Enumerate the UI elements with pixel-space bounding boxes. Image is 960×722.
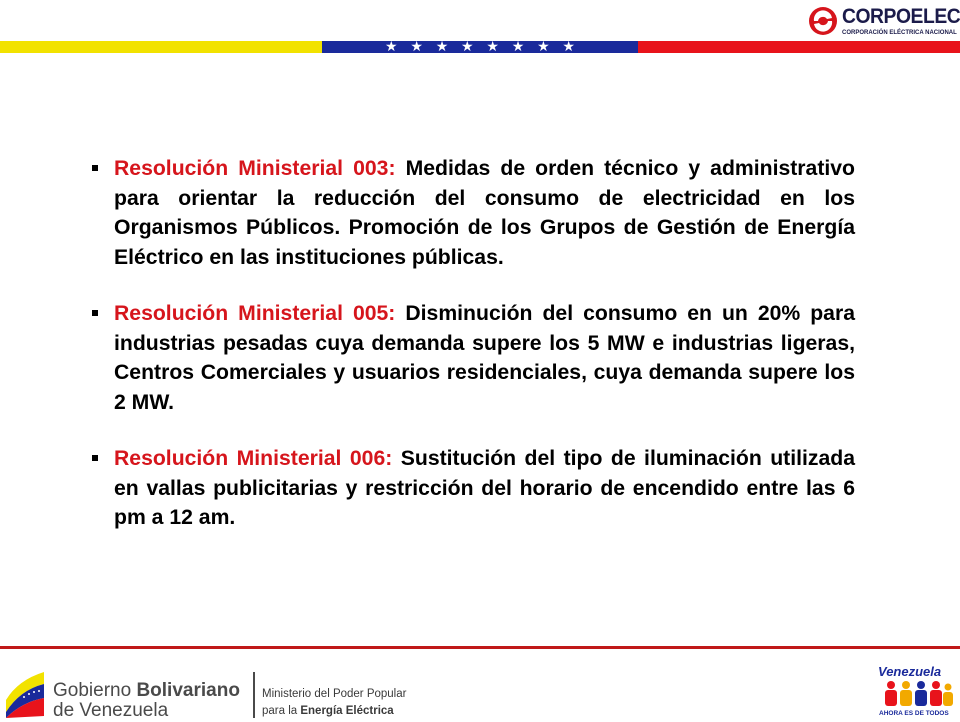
- gov-divider: [253, 672, 255, 718]
- resolution-text: [114, 299, 855, 417]
- flag-stripe-red: [638, 41, 960, 53]
- footer-divider: [0, 646, 960, 649]
- gov-name-line2: de Venezuela: [53, 700, 169, 721]
- ministry-line1: Ministerio del Poder Popular: [262, 688, 407, 700]
- resolution-item: [90, 444, 855, 533]
- ministry-line2: para la Energía Eléctrica: [262, 705, 394, 717]
- bullet-icon: [92, 165, 98, 171]
- corpoelec-emblem-icon: [808, 6, 838, 36]
- flag-stars: [385, 38, 575, 54]
- resolution-text: [114, 154, 855, 272]
- resolutions-list: [90, 154, 855, 560]
- bullet-icon: [92, 310, 98, 316]
- resolution-title: Resolución Ministerial 003:: [114, 157, 396, 180]
- star-icon: ★: [511, 38, 525, 54]
- bullet-icon: [92, 455, 98, 461]
- star-icon: ★: [435, 38, 449, 54]
- star-icon: ★: [461, 38, 474, 54]
- star-icon: ★: [410, 38, 423, 54]
- star-icon: ★: [562, 38, 575, 54]
- government-logo: [0, 666, 420, 720]
- resolution-body: Medidas de orden técnico y administrativo para orientar la reducción del consumo de electricidad en los Organismos Públicos. Promoción de los Grupos de Gestión de Energía Eléctrico en las instituciones públicas.: [114, 157, 855, 269]
- resolution-text: [114, 444, 855, 533]
- venezuela-tagline: AHORA ES DE TODOS: [879, 710, 949, 717]
- corpoelec-logo: [804, 4, 960, 42]
- logo-subtitle: CORPORACIÓN ELÉCTRICA NACIONAL: [842, 30, 957, 36]
- venezuela-campaign-logo: [876, 664, 960, 720]
- venezuela-word: Venezuela: [878, 664, 942, 679]
- star-icon: ★: [486, 38, 499, 54]
- gov-name-line1: Gobierno Bolivariano: [53, 680, 240, 701]
- logo-name: CORPOELEC: [842, 5, 960, 28]
- resolution-title: Resolución Ministerial 005:: [114, 302, 396, 325]
- resolution-item: [90, 154, 855, 272]
- resolution-body: Sustitución del tipo de iluminación utilizada en vallas publicitarias y restricción del horario de encendido entre las 6 pm a 12 am.: [114, 447, 855, 529]
- star-icon: ★: [385, 38, 398, 54]
- star-icon: ★: [537, 38, 550, 54]
- flag-stripe-yellow: [0, 41, 322, 53]
- resolution-title: Resolución Ministerial 006:: [114, 447, 393, 470]
- venezuela-flag-icon: [4, 670, 46, 718]
- people-figures-icon: [882, 680, 954, 710]
- resolution-item: [90, 299, 855, 417]
- resolution-body: Disminución del consumo en un 20% para industrias pesadas cuya demanda supere los 5 MW e industrias ligeras, Centros Comerciales y usuarios residenciales, cuya demanda supere los 2 MW.: [114, 302, 855, 414]
